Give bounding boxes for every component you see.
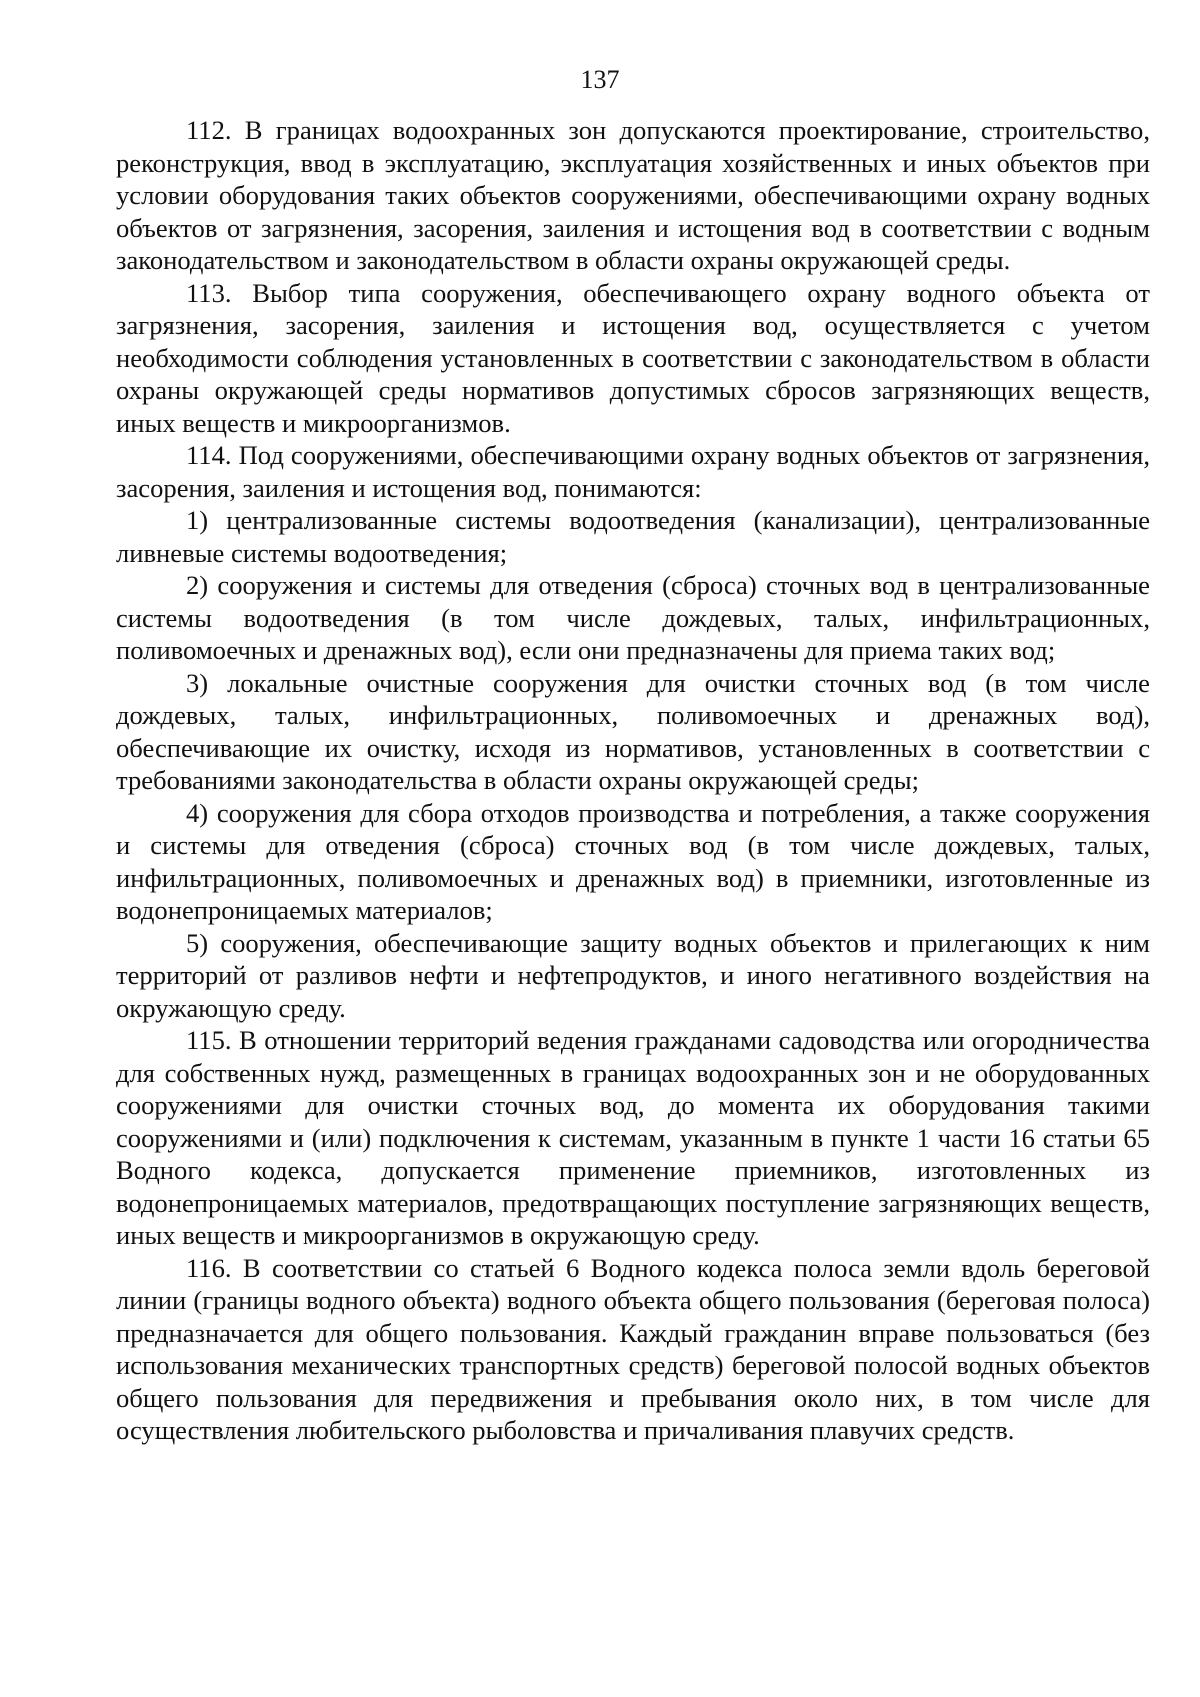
paragraph-112: 112. В границах водоохранных зон допускаются проектирование, строительство, реконструкция, ввод в эксплуатацию, эксплуатация хозяйственных и иных объектов при условии оборудования таких объектов сооружениями, обеспечивающими охрану водных объектов от загрязнения, засорения, заиления и истощения вод в соответствии с водным законодательством и законодательством в области охраны окружающей среды.: [116, 115, 1150, 275]
list-item-1: 1) централизованные системы водоотведения (канализации), централизованные ливневые системы водоотведения;: [116, 505, 1150, 568]
page-number: 137: [580, 65, 620, 94]
list-item-4: 4) сооружения для сбора отходов производства и потребления, а также сооружения и системы для отведения (сброса) сточных вод (в том числе дождевых, талых, инфильтрационных, поливомоечных и дренажных вод) в приемники, изготовленные из водонепроницаемых материалов;: [116, 797, 1150, 925]
document-body: [116, 114, 1150, 1447]
list-item-5: 5) сооружения, обеспечивающие защиту водных объектов и прилегающих к ним территорий от разливов нефти и нефтепродуктов, и иного негативного воздействия на окружающую среду.: [116, 927, 1150, 1023]
paragraph-115: 115. В отношении территорий ведения гражданами садоводства или огородничества для собственных нужд, размещенных в границах водоохранных зон и не оборудованных сооружениями для очистки сточных вод, до момента их оборудования такими сооружениями и (или) подключения к системам, указанным в пункте 1 части 16 статьи 65 Водного кодекса, допускается применение приемников, изготовленных из водонепроницаемых материалов, предотвращающих поступление загрязняющих веществ, иных веществ и микроорганизмов в окружающую среду.: [116, 1025, 1150, 1250]
paragraph-116: 116. В соответствии со статьей 6 Водного кодекса полоса земли вдоль береговой линии (границы водного объекта) водного объекта общего пользования (береговая полоса) предназначается для общего пользования. Каждый гражданин вправе пользоваться (без использования механических транспортных средств) береговой полосой водных объектов общего пользования для передвижения и пребывания около них, в том числе для осуществления любительского рыболовства и причаливания плавучих средств.: [116, 1252, 1150, 1445]
list-item-2: 2) сооружения и системы для отведения (сброса) сточных вод в централизованные системы водоотведения (в том числе дождевых, талых, инфильтрационных, поливомоечных и дренажных вод), если они предназначены для приема таких вод;: [116, 570, 1150, 665]
list-item-3: 3) локальные очистные сооружения для очистки сточных вод (в том числе дождевых, талых, инфильтрационных, поливомоечных и дренажных вод), обеспечивающие их очистку, исходя из нормативов, установленных в соответствии с требованиями законодательства в области охраны окружающей среды;: [116, 667, 1150, 795]
paragraph-114: 114. Под сооружениями, обеспечивающими охрану водных объектов от загрязнения, засорения, заиления и истощения вод, понимаются:: [116, 440, 1150, 503]
paragraph-113: 113. Выбор типа сооружения, обеспечивающего охрану водного объекта от загрязнения, засорения, заиления и истощения вод, осуществляется с учетом необходимости соблюдения установленных в соответствии с законодательством в области охраны окружающей среды нормативов допустимых сбросов загрязняющих веществ, иных веществ и микроорганизмов.: [116, 277, 1150, 438]
